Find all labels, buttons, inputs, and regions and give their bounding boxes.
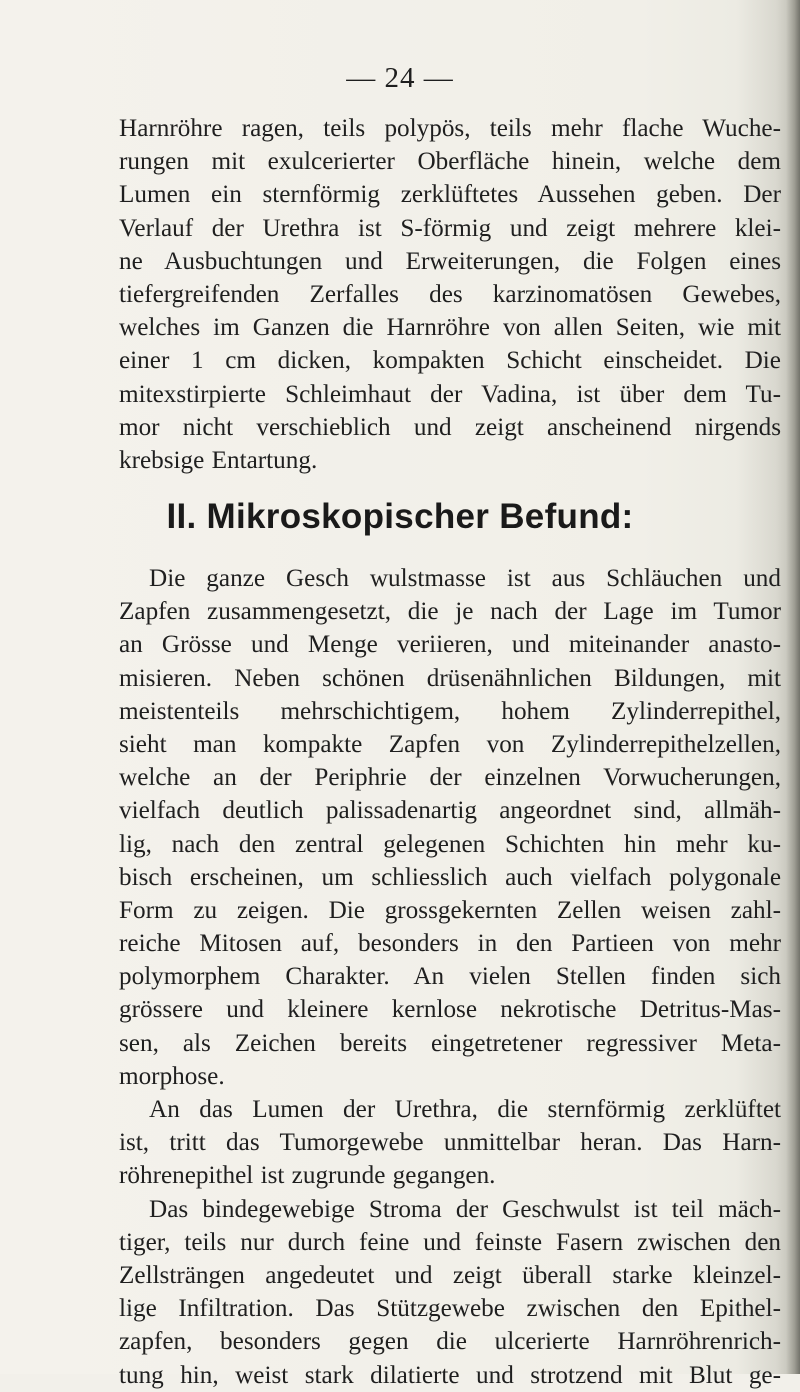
text-line: ne Ausbuchtungen und Erweiterungen, die Folgen eines — [119, 247, 781, 275]
text-line: rungen mit exulcerierter Oberfläche hinein, welche dem — [119, 148, 781, 176]
text-line: tiger, teils nur durch feine und feinste Fasern zwischen den — [119, 1228, 781, 1256]
text-line: bisch erscheinen, um schliesslich auch vielfach polygonale — [119, 863, 781, 891]
paragraph-1 — [119, 112, 781, 477]
text-line: polymorphem Charakter. An vielen Stellen finden sich — [119, 963, 781, 991]
text-line: sen, als Zeichen bereits eingetretener regressiver Meta- — [119, 1029, 781, 1057]
text-line: morphose. — [119, 1062, 225, 1090]
text-line: ist, tritt das Tumorgewebe unmittelbar heran. Das Harn- — [119, 1129, 781, 1157]
page-edge-shadow — [786, 0, 800, 1374]
text-line: tung hin, weist stark dilatierte und strotzend mit Blut ge- — [119, 1361, 781, 1389]
text-line: lig, nach den zentral gelegenen Schichten hin mehr ku- — [119, 830, 781, 858]
text-line: sieht man kompakte Zapfen von Zylinderrepithelzellen, — [119, 730, 781, 758]
paragraph-2 — [119, 562, 781, 1392]
text-line: krebsige Entartung. — [119, 446, 318, 474]
text-line: mor nicht verschieblich und zeigt anscheinend nirgends — [119, 413, 781, 441]
text-line: an Grösse und Menge veriieren, und miteinander anasto- — [119, 631, 781, 659]
text-line: grössere und kleinere kernlose nekrotische Detritus-Mas- — [119, 996, 781, 1024]
text-line: misieren. Neben schönen drüsenähnlichen Bildungen, mit — [119, 664, 781, 692]
text-line: Lumen ein sternförmig zerklüftetes Aussehen geben. Der — [119, 181, 781, 209]
text-line: Verlauf der Urethra ist S-förmig und zeigt mehrere klei- — [119, 214, 781, 242]
text-line: zapfen, besonders gegen die ulcerierte Harnröhrenrich- — [119, 1328, 781, 1356]
text-line: tiefergreifenden Zerfalles des karzinomatösen Gewebes, — [119, 280, 781, 308]
text-line: röhrenepithel ist zugrunde gegangen. — [119, 1162, 496, 1190]
text-line: An das Lumen der Urethra, die sternförmig zerklüftet — [149, 1096, 781, 1123]
text-line: welches im Ganzen die Harnröhre von allen Seiten, wie mit — [119, 314, 781, 342]
section-heading: II. Mikroskopischer Befund: — [166, 497, 634, 536]
text-line: Zapfen zusammengesetzt, die je nach der Lage im Tumor — [119, 598, 781, 626]
text-line: welche an der Periphrie der einzelnen Vorwucherungen, — [119, 764, 781, 792]
text-line: meistenteils mehrschichtigem, hohem Zylinderrepithel, — [119, 697, 781, 725]
text-line: reiche Mitosen auf, besonders in den Partieen von mehr — [119, 930, 781, 958]
text-line: Die ganze Gesch wulstmasse ist aus Schläuchen und — [149, 565, 781, 592]
text-line: Zellsträngen angedeutet und zeigt überall starke kleinzel- — [119, 1261, 781, 1289]
text-line: mitexstirpierte Schleimhaut der Vadina, ist über dem Tu- — [119, 380, 781, 408]
text-line: lige Infiltration. Das Stützgewebe zwischen den Epithel- — [119, 1295, 781, 1323]
text-line: Form zu zeigen. Die grossgekernten Zellen weisen zahl- — [119, 896, 781, 924]
text-line: einer 1 cm dicken, kompakten Schicht einscheidet. Die — [119, 347, 781, 375]
text-line: Harnröhre ragen, teils polypös, teils mehr flache Wuche- — [119, 115, 781, 142]
page-number: — 24 — — [346, 62, 454, 94]
text-line: vielfach deutlich palissadenartig angeordnet sind, allmäh- — [119, 797, 781, 825]
text-line: Das bindegewebige Stroma der Geschwulst ist teil mäch- — [149, 1195, 781, 1223]
